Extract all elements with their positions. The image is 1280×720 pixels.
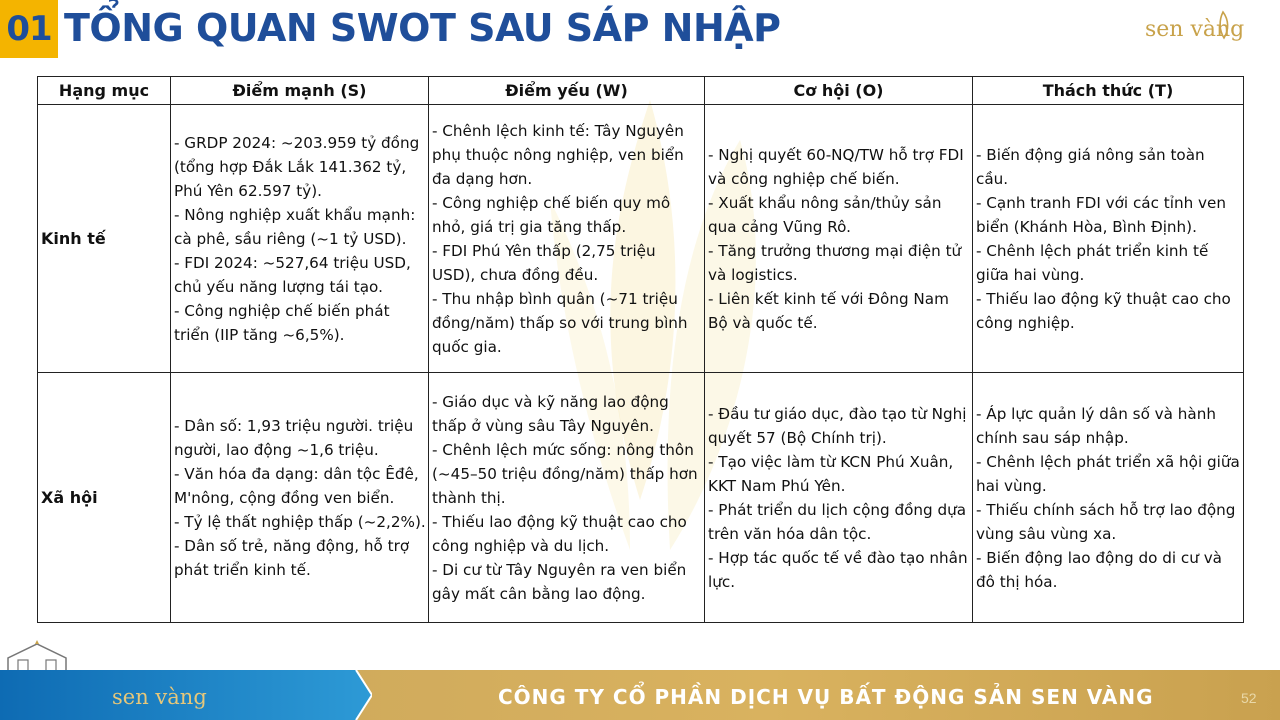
- footer-logo-text: sen vàng: [112, 685, 207, 709]
- cell-bullet: - Thiếu lao động kỹ thuật cao cho công nghiệp và du lịch.: [432, 512, 687, 555]
- weaknesses-cell: [429, 105, 705, 373]
- cell-bullet: - Biến động giá nông sản toàn cầu.: [976, 145, 1205, 188]
- cell-bullet: - Tỷ lệ thất nghiệp thấp (~2,2%).: [174, 512, 426, 531]
- sen-vang-logo-icon: [1145, 6, 1270, 48]
- cell-bullet: - Phát triển du lịch cộng đồng dựa trên văn hóa dân tộc.: [708, 500, 967, 543]
- cell-bullet: - Chênh lệch phát triển kinh tế giữa hai vùng.: [976, 241, 1209, 284]
- section-number-badge: [0, 0, 58, 58]
- table-row-economy: [38, 105, 1244, 373]
- cell-bullet: - Biến động lao động do di cư và đô thị hóa.: [976, 548, 1222, 591]
- cell-bullet: - Chênh lệch mức sống: nông thôn (~45–50 triệu đồng/năm) thấp hơn thành thị.: [432, 440, 698, 507]
- cell-bullet: - Dân số trẻ, năng động, hỗ trợ phát triển kinh tế.: [174, 536, 410, 579]
- column-header-opportunities: Cơ hội (O): [705, 77, 973, 105]
- cell-bullet: - FDI Phú Yên thấp (2,75 triệu USD), chưa đồng đều.: [432, 241, 656, 284]
- cell-bullet: - Thiếu lao động kỹ thuật cao cho công nghiệp.: [976, 289, 1231, 332]
- cell-bullet: - Di cư từ Tây Nguyên ra ven biển gây mất cân bằng lao động.: [432, 560, 687, 603]
- house-icon: [2, 640, 72, 674]
- page-title: TỔNG QUAN SWOT SAU SÁP NHẬP: [64, 6, 781, 50]
- cell-bullet: - FDI 2024: ~527,64 triệu USD, chủ yếu năng lượng tái tạo.: [174, 253, 411, 296]
- strengths-cell: [171, 105, 429, 373]
- cell-bullet: - GRDP 2024: ~203.959 tỷ đồng (tổng hợp Đắk Lắk 141.362 tỷ, Phú Yên 62.597 tỷ).: [174, 133, 420, 200]
- cell-bullet: - Tạo việc làm từ KCN Phú Xuân, KKT Nam Phú Yên.: [708, 452, 954, 495]
- cell-bullet: - Nghị quyết 60-NQ/TW hỗ trợ FDI và công nghiệp chế biến.: [708, 145, 964, 188]
- cell-bullet: - Chênh lệch kinh tế: Tây Nguyên phụ thuộc nông nghiệp, ven biển đa dạng hơn.: [432, 121, 684, 188]
- cell-bullet: - Thiếu chính sách hỗ trợ lao động vùng sâu vùng xa.: [976, 500, 1236, 543]
- cell-bullet: - Chênh lệch phát triển xã hội giữa hai vùng.: [976, 452, 1240, 495]
- column-header-threats: Thách thức (T): [973, 77, 1244, 105]
- swot-table: [37, 76, 1244, 623]
- category-cell: Xã hội: [38, 373, 171, 623]
- cell-bullet: - Đầu tư giáo dục, đào tạo từ Nghị quyết 57 (Bộ Chính trị).: [708, 404, 967, 447]
- strengths-cell: [171, 373, 429, 623]
- category-cell: Kinh tế: [38, 105, 171, 373]
- cell-bullet: - Liên kết kinh tế với Đông Nam Bộ và quốc tế.: [708, 289, 949, 332]
- sen-vang-logo-icon: [112, 676, 232, 716]
- table-header-row: [38, 77, 1244, 105]
- footer-company-name: CÔNG TY CỔ PHẦN DỊCH VỤ BẤT ĐỘNG SẢN SEN VÀNG: [498, 685, 1154, 709]
- cell-bullet: - Xuất khẩu nông sản/thủy sản qua cảng Vũng Rô.: [708, 193, 942, 236]
- column-header-weaknesses: Điểm yếu (W): [429, 77, 705, 105]
- weaknesses-cell: [429, 373, 705, 623]
- cell-bullet: - Áp lực quản lý dân số và hành chính sau sáp nhập.: [976, 404, 1216, 447]
- logo-text: sen vàng: [1145, 17, 1245, 42]
- threats-cell: [973, 373, 1244, 623]
- threats-cell: [973, 105, 1244, 373]
- column-header-category: Hạng mục: [38, 77, 171, 105]
- cell-bullet: - Nông nghiệp xuất khẩu mạnh: cà phê, sầu riêng (~1 tỷ USD).: [174, 205, 416, 248]
- section-number: 01: [6, 9, 52, 49]
- cell-bullet: - Hợp tác quốc tế về đào tạo nhân lực.: [708, 548, 968, 591]
- cell-bullet: - Giáo dục và kỹ năng lao động thấp ở vùng sâu Tây Nguyên.: [432, 392, 669, 435]
- table-row-society: [38, 373, 1244, 623]
- cell-bullet: - Văn hóa đa dạng: dân tộc Êđê, M'nông, cộng đồng ven biển.: [174, 464, 419, 507]
- page-number: 52: [1241, 690, 1257, 706]
- footer-bar: [0, 670, 1280, 720]
- opportunities-cell: [705, 373, 973, 623]
- opportunities-cell: [705, 105, 973, 373]
- cell-bullet: - Cạnh tranh FDI với các tỉnh ven biển (Khánh Hòa, Bình Định).: [976, 193, 1226, 236]
- cell-bullet: - Công nghiệp chế biến quy mô nhỏ, giá trị gia tăng thấp.: [432, 193, 671, 236]
- column-header-strengths: Điểm mạnh (S): [171, 77, 429, 105]
- cell-bullet: - Dân số: 1,93 triệu người. triệu người, lao động ~1,6 triệu.: [174, 416, 414, 459]
- cell-bullet: - Tăng trưởng thương mại điện tử và logistics.: [708, 241, 962, 284]
- cell-bullet: - Thu nhập bình quân (~71 triệu đồng/năm) thấp so với trung bình quốc gia.: [432, 289, 688, 356]
- cell-bullet: - Công nghiệp chế biến phát triển (IIP tăng ~6,5%).: [174, 301, 390, 344]
